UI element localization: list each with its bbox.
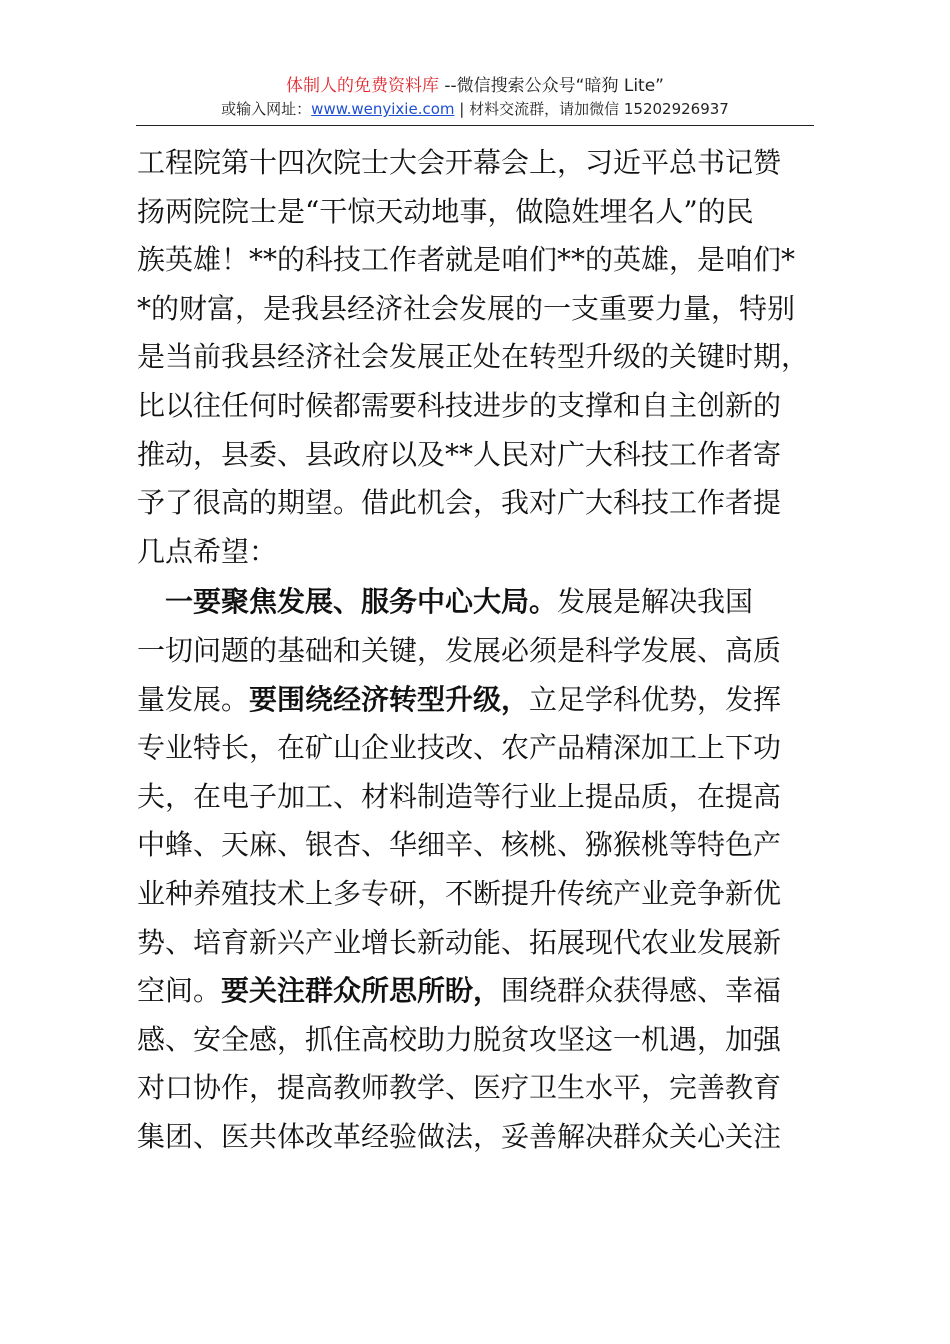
text-line: 感、安全感，抓住高校助力脱贫攻坚这一机遇，加强 xyxy=(137,1022,782,1056)
text-line: 扬两院院士是“干惊天动地事，做隐姓埋名人”的民 xyxy=(137,194,754,228)
text-line: 几点希望： xyxy=(137,534,278,568)
text-line: 比以往任何时候都需要科技进步的支撑和自主创新的 xyxy=(137,388,782,422)
header-tagline: --微信搜索公众号“暗狗 Lite” xyxy=(438,76,664,96)
document-body xyxy=(137,139,837,1161)
text-line: 空间。要关注群众所思所盼，围绕群众获得感、幸福 xyxy=(137,974,782,1008)
text-line: 是当前我县经济社会发展正处在转型升级的关键时期， xyxy=(137,340,810,374)
text-line: *的财富，是我县经济社会发展的一支重要力量，特别 xyxy=(137,291,796,325)
text-line: 势、培育新兴产业增长新动能、拓展现代农业发展新 xyxy=(137,925,782,959)
header-divider xyxy=(136,125,814,126)
emphasis-text: 要关注群众所思所盼， xyxy=(221,974,502,1008)
header-url-prefix: 或输入网址： xyxy=(221,100,312,118)
section-heading: 一要聚焦发展、服务中心大局。 xyxy=(137,585,558,619)
text-line: 专业特长，在矿山企业技改、农产品精深加工上下功 xyxy=(137,731,782,765)
text-line: 对口协作，提高教师教学、医疗卫生水平，完善教育 xyxy=(137,1071,782,1105)
emphasis-text: 要围绕经济转型升级， xyxy=(249,682,530,716)
text-line: 集团、医共体改革经验做法，妥善解决群众关心关注 xyxy=(137,1119,782,1153)
text-line: 予了很高的期望。借此机会，我对广大科技工作者提 xyxy=(137,486,782,520)
header-url-link[interactable]: www.wenyixie.com xyxy=(311,100,455,118)
header-contact-line xyxy=(136,98,814,120)
text-line: 中蜂、天麻、银杏、华细辛、核桃、猕猴桃等特色产 xyxy=(137,828,782,862)
text-line: 推动，县委、县政府以及**人民对广大科技工作者寄 xyxy=(137,437,782,471)
text-line: 工程院第十四次院士大会开幕会上，习近平总书记赞 xyxy=(137,146,782,179)
header-brand: 体制人的免费资料库 xyxy=(285,76,439,96)
text-line: 业种养殖技术上多专研，不断提升传统产业竞争新优 xyxy=(137,876,782,910)
text-line: 族英雄！**的科技工作者就是咱们**的英雄，是咱们* xyxy=(137,243,796,277)
text-line: 一要聚焦发展、服务中心大局。发展是解决我国 xyxy=(137,585,754,619)
text-line: 夫，在电子加工、材料制造等行业上提品质，在提高 xyxy=(137,779,782,813)
text-line: 一切问题的基础和关键，发展必须是科学发展、高质 xyxy=(137,633,782,667)
text-line: 量发展。要围绕经济转型升级，立足学科优势，发挥 xyxy=(137,682,782,716)
page-header xyxy=(136,74,814,120)
header-contact: | 材料交流群，请加微信 15202926937 xyxy=(454,100,729,118)
header-title-line xyxy=(136,74,814,98)
